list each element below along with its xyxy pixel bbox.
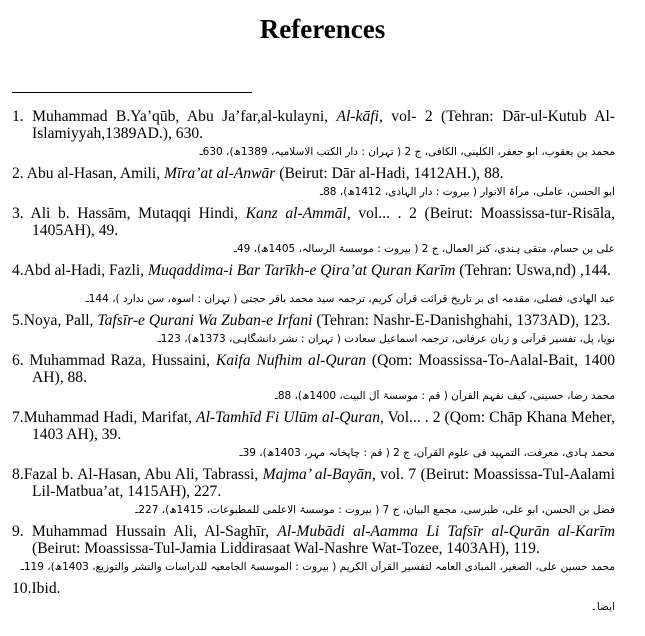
citation-text: , vol- 2 (Tehran: Dār-ul-Kutub Al-Islamiyyah,1389AD.), 630.	[32, 108, 615, 142]
reference-citation	[12, 580, 615, 597]
reference-urdu: ایضاً۔	[590, 601, 615, 613]
citation-text: (Tehran: Uswa,nd) ,144.	[455, 262, 612, 279]
reference-citation	[12, 108, 615, 142]
citation-text: , vol. 7 (Beirut: Moassissa-Tul-Aalami Lil-Matbua’at, 1415AH), 227.	[32, 466, 615, 500]
citation-text: 6. Muhammad Raza, Hussaini,	[12, 352, 216, 369]
reference-citation	[12, 352, 615, 386]
citation-title: Al-Mubādi al-Aamma Li Tafsīr al-Qurān al-Karīm	[277, 523, 615, 540]
citation-text: 2. Abu al-Hasan, Amili,	[12, 165, 165, 182]
reference-item-2	[12, 165, 615, 198]
citation-title: Kaifa Nufhim al-Quran	[215, 352, 367, 369]
reference-citation	[12, 523, 615, 557]
citation-text: , Vol... . 2 (Qom: Chāp Khana Meher, 1403 AH), 39.	[32, 409, 615, 443]
citation-title: Al-Tamhīd Fi Ulūm al-Quran	[196, 409, 380, 426]
reference-item-1	[12, 108, 615, 158]
citation-text: (Tehran: Nashr-E-Danishghahi, 1373AD), 123.	[312, 312, 611, 329]
reference-item-5	[12, 312, 615, 345]
reference-item-9	[12, 523, 615, 573]
citation-text: 4.Abd al-Hadi, Fazli,	[12, 262, 148, 279]
citation-text: 5.Noya, Pall,	[12, 312, 98, 329]
citation-text: , vol... . 2 (Beirut: Moassissa-tur-Risāla, 1405AH), 49.	[32, 205, 615, 239]
citation-text: 3. Ali b. Hassām, Mutaqqi Hindi,	[12, 205, 246, 222]
reference-urdu: علی بن حسام، متقی ہندی، کنز العمال، ج 2 ( بیروت : موسسۃ الرسالہ، 1405ھ)، 49ـ	[233, 243, 615, 255]
reference-item-8	[12, 466, 615, 516]
reference-urdu: عبد الھادی، فضلی، مقدمہ ای بر تاریخ قرائت قرآن کریم، ترجمہ سید محمد باقر حجتی ( تہران : اسوہ، سن ندارد )، 144ـ	[85, 293, 615, 305]
reference-citation	[12, 409, 615, 443]
reference-item-4	[12, 262, 615, 305]
citation-text: 1. Muhammad B.Ya’qūb, Abu Ja’far,al-kulayni,	[12, 108, 337, 125]
reference-citation	[12, 262, 615, 279]
citation-text: 10.Ibid.	[12, 580, 61, 597]
citation-text: 8.Fazal b. Al-Hasan, Abu Ali, Tabrassi,	[12, 466, 263, 483]
reference-item-3	[12, 205, 615, 255]
reference-item-10	[12, 580, 615, 613]
reference-citation	[12, 466, 615, 500]
citation-title: Kanz al-Ammāl	[245, 205, 347, 222]
reference-urdu: محمد ہادی، معرفت، التمہید فی علوم القرآن، ج 2 ( قم : چاپخانہ مہر، 1403ھ)، 39ـ	[239, 447, 615, 459]
references-list	[12, 108, 615, 620]
reference-urdu: ابو الحسن، عاملی، مرآۃ الانوار ( بیروت : دار الہادی، 1412ھ)، 88ـ	[320, 186, 615, 198]
citation-text: 7.Muhammad Hadi, Marifat,	[12, 409, 197, 426]
citation-text: (Beirut: Moassissa-Tul-Jamia Liddirasaat Wal-Nashre Wat-Tozee, 1403AH), 119.	[32, 540, 540, 557]
reference-urdu: محمد حسین علی، الصغیر، المبادی العامہ لتفسیر القرآن الکریم ( بیروت : الموسسۃ الجامعیہ للدراسات والنشر والتوزیع، 1403ھ)، 119ـ	[20, 561, 615, 573]
citation-title: Tafsīr-e Qurani Wa Zuban-e Irfani	[97, 312, 313, 329]
reference-urdu: محمد بن یعقوب، ابو جعفر، الکلینی، الکافی، ج 2 ( تہران : دار الکتب الاسلامیہ، 1389ھ)، 630ـ	[199, 146, 615, 158]
reference-item-6	[12, 352, 615, 402]
citation-title: Al-kāfi	[336, 108, 379, 125]
reference-item-7	[12, 409, 615, 459]
citation-text: (Beirut: Dār al-Hadi, 1412AH.), 88.	[275, 165, 504, 182]
citation-title: Majma’ al-Bayān	[262, 466, 372, 483]
citation-text: 9. Muhammad Hussain Ali, Al-Saghīr,	[12, 523, 278, 540]
reference-citation	[12, 165, 615, 182]
citation-title: Muqaddima-i Bar Tarīkh-e Qira’at Quran Karīm	[147, 262, 456, 279]
footnote-rule	[12, 92, 252, 93]
reference-urdu: محمد رضا، حسینی، کیف نفہم القرآن ( قم : موسسۃ آل البیت، 1400ھ)، 88ـ	[274, 390, 615, 402]
page-title: References	[259, 14, 386, 44]
citation-text: (Qom: Moassissa-To-Aalal-Bait, 1400 AH), 88.	[32, 352, 616, 386]
reference-urdu: فضل بن الحسن، ابو علی، طبرسی، مجمع البیان، ج 7 ( بیروت : موسسۃ الاعلمی للمطبوعات، 1415ھ)، 227ـ	[135, 504, 615, 516]
reference-citation	[12, 312, 615, 329]
reference-citation	[12, 205, 615, 239]
reference-urdu: نویا، پل، تفسیر قرآنی و زبان عرفانی، ترجمہ اسماعیل سعادت ( تہران : نشر دانشگاہی، 1373ھ)، 123ـ	[157, 333, 615, 345]
citation-title: Mīra’at al-Anwār	[164, 165, 276, 182]
